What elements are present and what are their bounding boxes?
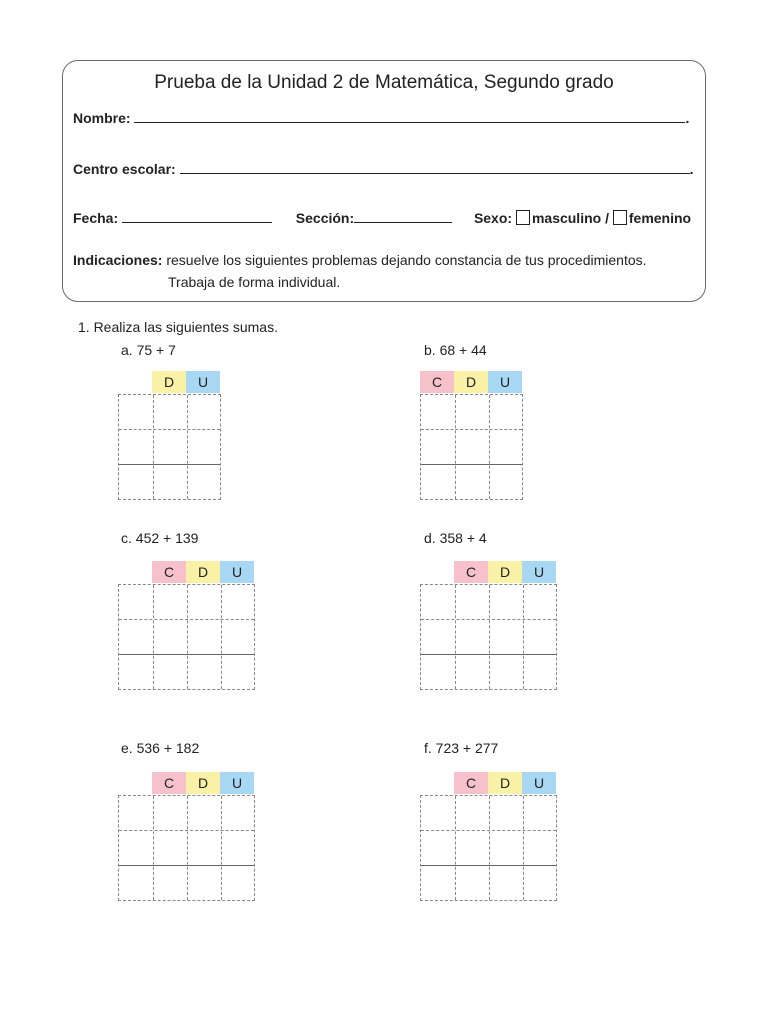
femenino-checkbox[interactable] <box>613 210 627 225</box>
masculino-checkbox[interactable] <box>516 210 530 225</box>
header-d: D <box>488 561 522 583</box>
fecha-field[interactable] <box>122 210 272 223</box>
centro-field[interactable] <box>180 161 690 174</box>
centro-row <box>73 161 693 177</box>
header-c: C <box>420 371 454 393</box>
answer-grid-d[interactable] <box>420 584 557 690</box>
page-title: Prueba de la Unidad 2 de Matemática, Segundo grado <box>154 72 614 93</box>
header-box <box>62 60 706 302</box>
problem-b-label: b. 68 + 44 <box>424 342 487 358</box>
indicaciones-label: Indicaciones: <box>73 252 163 268</box>
header-c: C <box>454 772 488 794</box>
header-u: U <box>220 772 254 794</box>
problem-c-label: c. 452 + 139 <box>121 530 199 546</box>
centro-period: . <box>689 161 694 177</box>
fecha-row <box>73 210 691 226</box>
header-d: D <box>186 772 220 794</box>
header-u: U <box>488 371 522 393</box>
answer-grid-e[interactable] <box>118 795 255 901</box>
indicaciones-line2: Trabaja de forma individual. <box>168 274 341 290</box>
fecha-label: Fecha: <box>73 210 119 226</box>
nombre-period: . <box>685 110 690 126</box>
header-u: U <box>522 772 556 794</box>
problem-a-label: a. 75 + 7 <box>121 342 176 358</box>
nombre-label: Nombre: <box>73 110 131 126</box>
answer-grid-b[interactable] <box>420 394 523 500</box>
question-1: 1. Realiza las siguientes sumas. <box>78 319 278 335</box>
header-d: D <box>454 371 488 393</box>
header-u: U <box>220 561 254 583</box>
answer-grid-c[interactable] <box>118 584 255 690</box>
nombre-row <box>73 110 689 126</box>
header-u: U <box>186 371 220 393</box>
answer-grid-a[interactable] <box>118 394 221 500</box>
indicaciones-line1: resuelve los siguientes problemas dejando constancia de tus procedimientos. <box>166 252 647 268</box>
seccion-label: Sección: <box>295 210 355 226</box>
indicaciones <box>73 249 647 293</box>
masculino-label: masculino / <box>531 210 609 226</box>
seccion-field[interactable] <box>354 210 452 223</box>
femenino-label: femenino <box>628 210 692 226</box>
problem-e-label: e. 536 + 182 <box>121 740 200 756</box>
problem-f-label: f. 723 + 277 <box>424 740 499 756</box>
header-d: D <box>152 371 186 393</box>
nombre-field[interactable] <box>134 110 685 123</box>
header-u: U <box>522 561 556 583</box>
header-c: C <box>152 772 186 794</box>
sexo-label: Sexo: <box>473 210 513 226</box>
problem-d-label: d. 358 + 4 <box>424 530 487 546</box>
header-d: D <box>488 772 522 794</box>
centro-label: Centro escolar: <box>73 161 176 177</box>
header-c: C <box>454 561 488 583</box>
header-d: D <box>186 561 220 583</box>
answer-grid-f[interactable] <box>420 795 557 901</box>
header-c: C <box>152 561 186 583</box>
